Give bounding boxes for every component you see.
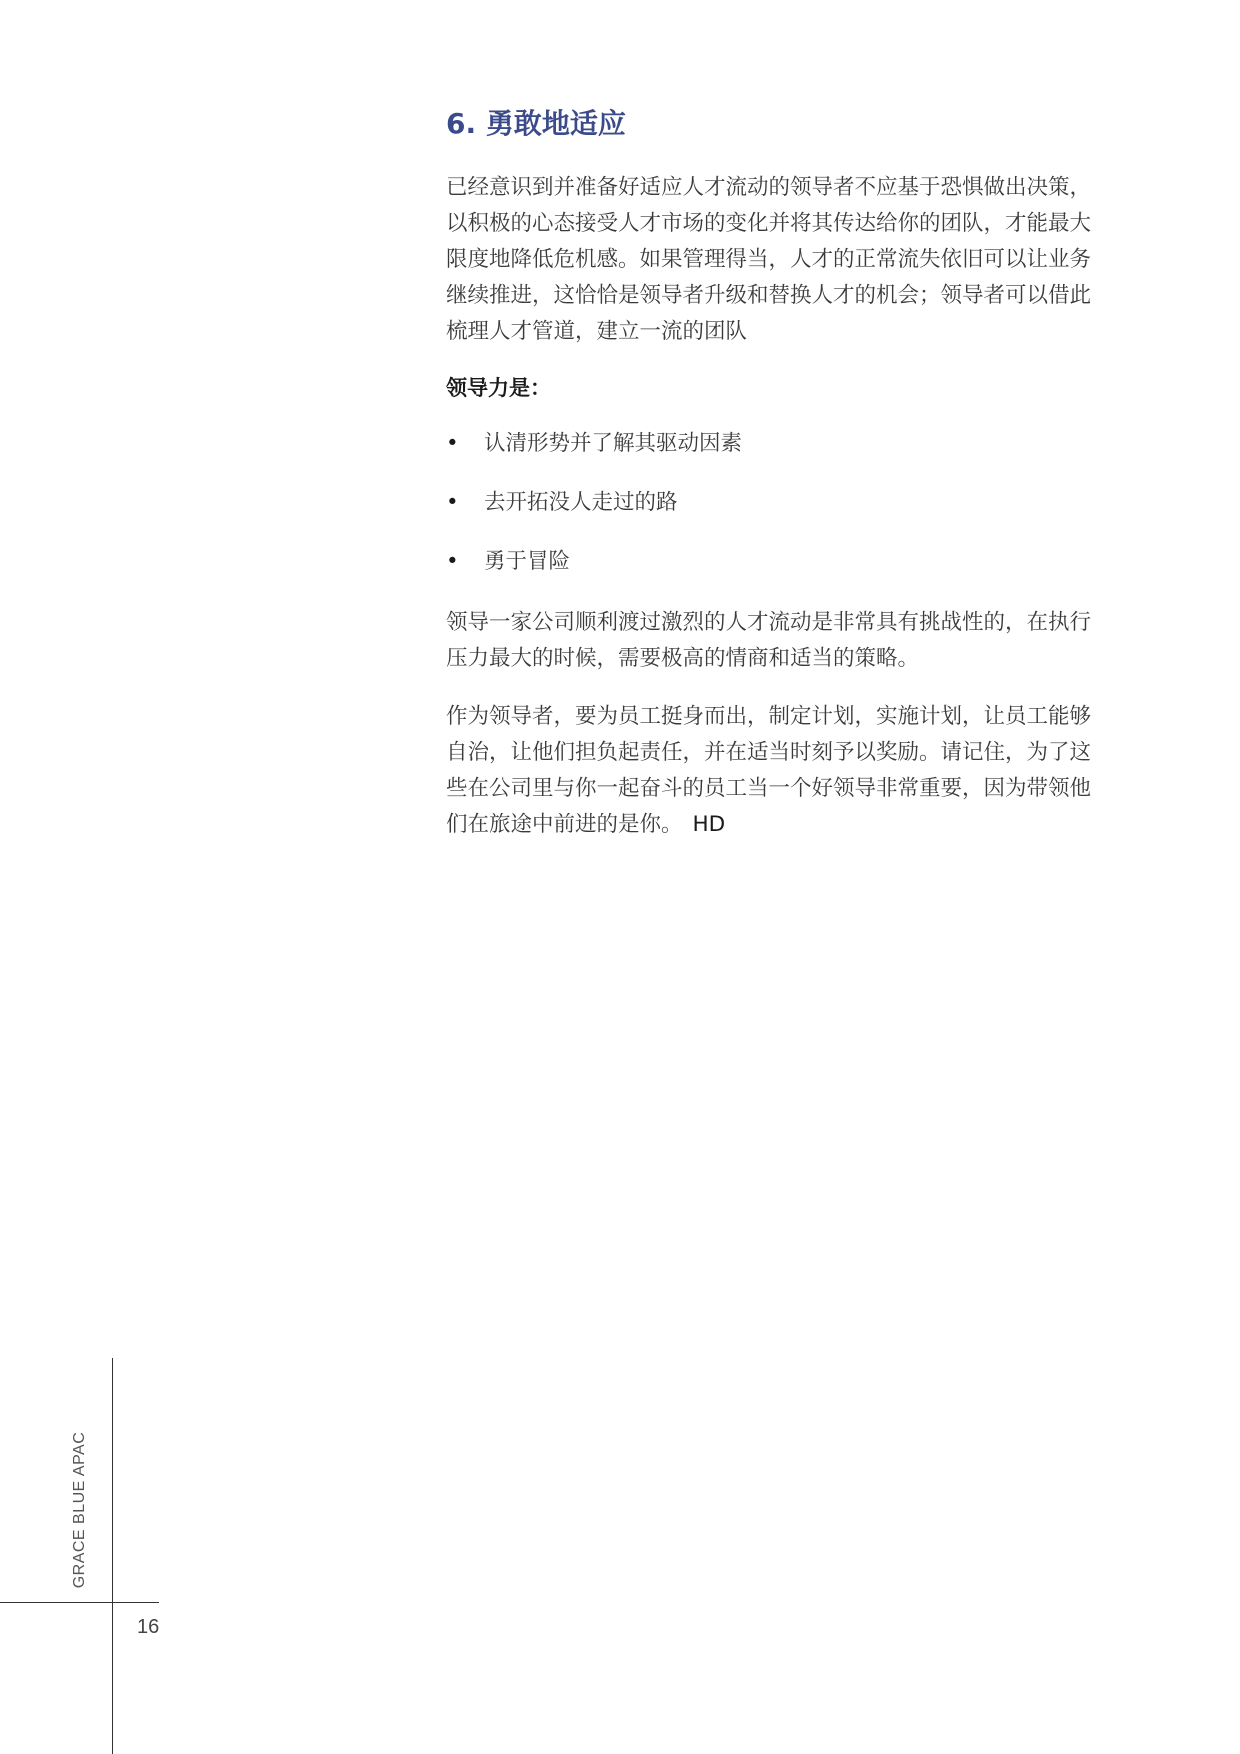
list-item [446, 428, 1096, 460]
footer-brand: GRACE BLUE APAC [71, 1431, 88, 1589]
leadership-subheading: 领导力是： [446, 376, 551, 400]
bullet-icon: • [446, 431, 459, 456]
section-title: 6. 勇敢地适应 [446, 107, 626, 140]
end-mark: HD [692, 812, 726, 837]
paragraph-2: 领导一家公司顺利渡过激烈的人才流动是非常具有挑战性的，在执行压力最大的时候，需要极高的情商和适当的策略。 [446, 610, 1092, 671]
bullet-text: 勇于冒险 [484, 549, 571, 574]
bullet-icon: • [446, 490, 459, 515]
paragraph-3-text: 作为领导者，要为员工挺身而出，制定计划，实施计划，让员工能够自治，让他们担负起责任，并在适当时刻予以奖励。请记住，为了这些在公司里与你一起奋斗的员工当一个好领导非常重要，因为带领他们在旅途中前进的是你。 [446, 704, 1092, 837]
bullet-icon: • [446, 549, 459, 574]
list-item [446, 546, 1096, 578]
page-number: 16 [137, 1616, 160, 1638]
intro-text: 已经意识到并准备好适应人才流动的领导者不应基于恐惧做出决策，以积极的心态接受人才市场的变化并将其传达给你的团队，才能最大限度地降低危机感。如果管理得当，人才的正常流失依旧可以让业务继续推进，这恰恰是领导者升级和替换人才的机会；领导者可以借此梳理人才管道，建立一流的团队 [446, 175, 1092, 344]
paragraph-3 [446, 699, 1096, 843]
list-item [446, 487, 1096, 519]
article-body [446, 104, 1096, 865]
bullet-text: 认清形势并了解其驱动因素 [484, 431, 743, 456]
leadership-bullet-list [446, 428, 1096, 578]
footer-vertical-rule [112, 1358, 113, 1754]
bullet-text: 去开拓没人走过的路 [484, 490, 678, 515]
intro-paragraph [446, 170, 1096, 350]
footer-horizontal-rule [0, 1602, 159, 1603]
